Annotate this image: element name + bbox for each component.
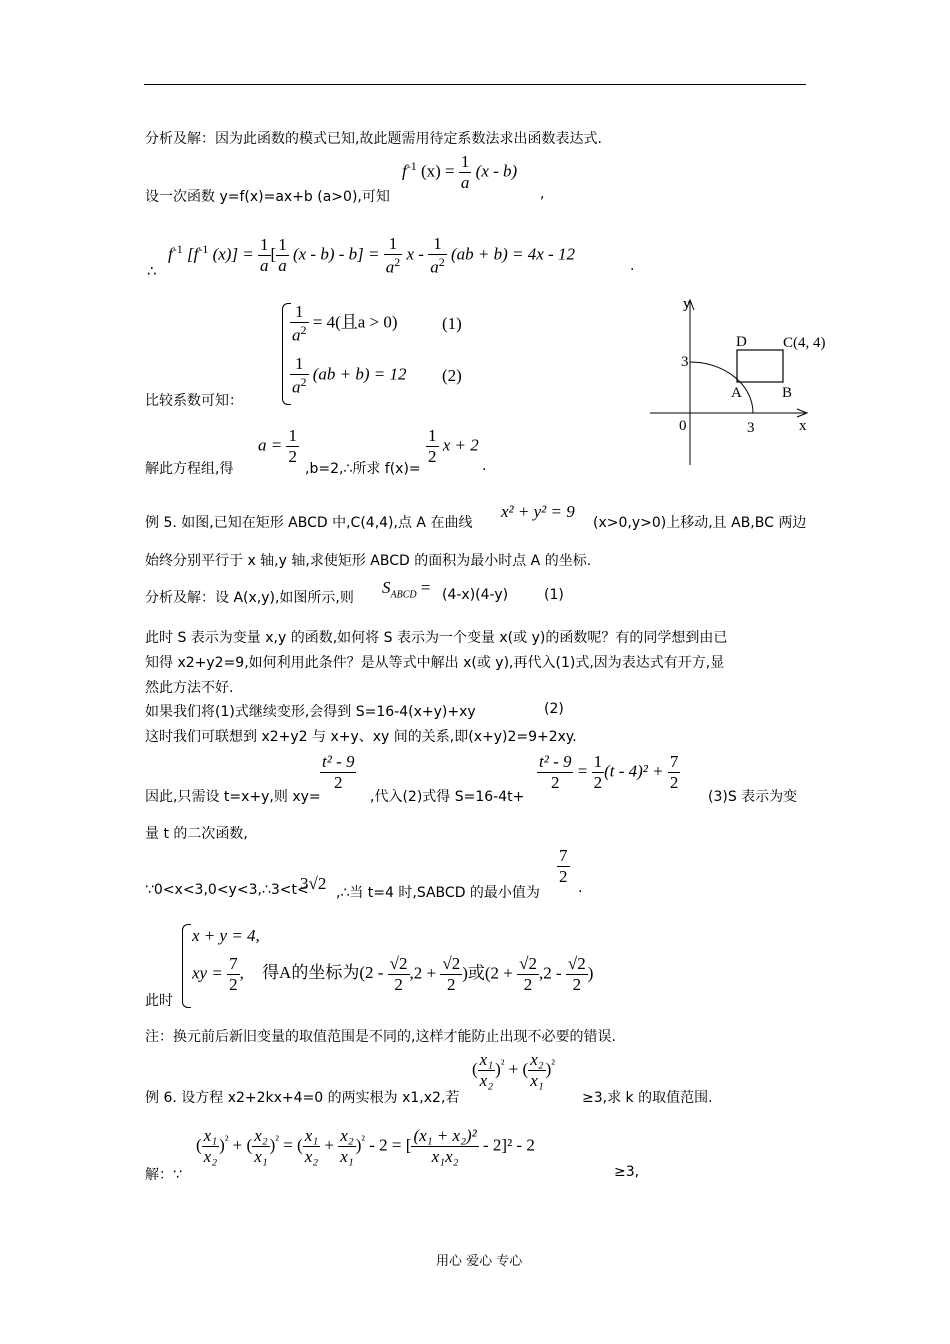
comma-1: , [540,186,545,202]
solve-text-2: ,b=2,∴所求 f(x)= [305,461,421,477]
paragraph-7: 量 t 的二次函数, [145,826,248,842]
therefore-symbol: ∴ [147,262,157,280]
substitution-text: 因此,只需设 t=x+y,则 xy= [145,789,321,805]
period-3: . [578,880,583,896]
analysis-line-1: 分析及解：因为此函数的模式已知,故此题需用待定系数法求出函数表达式. [145,131,602,147]
at-this-time: 此时 [145,993,173,1009]
solution-label: 解：∵ [145,1167,182,1183]
composition-formula: $f^{-1}$ [$f^{-1}$ (x)] = $\frac{1}{a}$ [ $\frac{1}{a}$ (x - b) - b] = $\frac{1}{a^2}$ x - $\frac{1}{a^2}$ (ab + b) = 4x - 12 [168,234,575,277]
example-6: 例 6. 设方程 x2+2kx+4=0 的两实根为 x1,x2,若 [145,1090,460,1106]
area-expression: (4-x)(4-y) [442,587,509,603]
point-a-label: A [731,385,742,401]
solve-text: 解此方程组,得 [145,461,234,477]
quadratic-form: $\frac{\text{t² - 9}}{2}$ = $\frac{1}{2}$ (t - 4)² + $\frac{7}{2}$ [539,752,679,792]
system-eq-1: $\frac{1}{a^2}$ = 4(且a > 0) [292,302,398,345]
example-6-end: ≥3,求 k 的取值范围. [582,1090,713,1106]
range-text-2: ,∴当 t=4 时,SABCD 的最小值为 [336,885,540,901]
solution-end: ≥3, [614,1164,640,1180]
system-3-eq-2: xy = $\frac{7}{2}$ , 得A的坐标为(2 - $\frac{√2}{2}$ ,2 + $\frac{√2}{2}$ )或(2 + $\frac{√2}{2}$ ,2 - $\frac{√2}{2}$ ) [192,954,594,994]
coordinate-graph [645,292,826,472]
paragraph-4: 如果我们将(1)式继续变形,会得到 S=16-4(x+y)+xy [145,704,476,720]
rectangle-abcd [737,350,783,382]
paragraph-3: 然此方法不好. [145,680,234,696]
origin-label: 0 [679,418,687,434]
min-value: $\frac{7}{2}$ [559,846,568,886]
inverse-formula: $f^{-1}$ (x) = $\frac{1}{a}$ (x - b) [402,152,518,192]
paragraph-2: 知得 x2+y2=9,如何利用此条件？是从等式中解出 x(或 y),再代入(1)式,因为表达式有开方,显 [145,655,725,671]
system-eq-2: $\frac{1}{a^2}$ (ab + b) = 12 [292,354,407,397]
ratio-sum: ( $\frac{\text{x₁}}{\text{x₂}}$ )$^{^2}$ + ( $\frac{\text{x₂}}{\text{x₁}}$ )$^{^2}$ [472,1050,555,1090]
x-tick-3: 3 [747,420,755,436]
x-axis-label: x [799,418,807,434]
y-tick-3: 3 [681,354,689,370]
analysis-5: 分析及解：设 A(x,y),如图所示,则 [145,590,354,606]
example-5-line-1: 例 5. 如图,已知在矩形 ABCD 中,C(4,4),点 A 在曲线 [145,515,473,531]
note: 注：换元前后新旧变量的取值范围是不同的,这样才能防止出现不必要的错误. [145,1029,616,1045]
quarter-circle-arc [690,362,753,413]
paragraph-1: 此时 S 表示为变量 x,y 的函数,如何将 S 表示为一个变量 x(或 y)的函数呢？有的同学想到由已 [145,630,728,646]
system-3-eq-1: x + y = 4, [192,926,260,945]
circle-equation: x² + y² = 9 [501,502,575,521]
period-2: . [482,458,487,474]
period-1: . [630,258,635,274]
system-tag-2: (2) [442,366,462,385]
range-text: ∵0<x<3,0<y<3,∴3<t< [145,882,309,898]
system-tag-1: (1) [442,314,462,333]
point-d-label: D [736,334,747,350]
tag-2: (2) [544,701,564,717]
xy-fraction: $\frac{\text{t² - 9}}{2}$ [322,752,355,792]
footer: 用心 爱心 专心 [436,1254,523,1269]
substitution-text-3: (3)S 表示为变 [708,789,798,805]
point-c-label: C(4, 4) [783,335,826,351]
compare-coefficients: 比较系数可知： [145,393,243,409]
area-symbol: $S_{ABCD}$ = [382,578,431,601]
analysis-line-2: 设一次函数 y=f(x)=ax+b (a>0),可知 [145,189,390,205]
example-5-line-2: 始终分别平行于 x 轴,y 轴,求使矩形 ABCD 的面积为最小时点 A 的坐标. [145,553,592,569]
system-brace-2 [182,924,191,1008]
header-rule [144,84,806,85]
three-sqrt2: 3√2 [300,874,327,893]
tag-1: (1) [544,587,564,603]
solution-formula: ( $\frac{\text{x₁}}{\text{x₂}}$ )$^{^2}$ + ( $\frac{\text{x₂}}{\text{x₁}}$ )$^{^2}$ = ( $\frac{\text{x₁}}{\text{x₂}}$ + $\frac{\text{x₂}}{\text{x₁}}$ )$^{^2}$ - 2 = [ $\frac{\text{(x₁ + x₂)²}}{\text{x₁x₂}}$ - 2]² - 2 [196,1126,535,1166]
substitution-text-2: ,代入(2)式得 S=16-4t+ [370,789,525,805]
a-value: a = $\frac{1}{2}$ [258,426,297,466]
paragraph-5: 这时我们可联想到 x2+y2 与 x+y、xy 间的关系,即(x+y)2=9+2xy. [145,729,577,745]
point-b-label: B [782,385,793,401]
example-5-line-1b: (x>0,y>0)上移动,且 AB,BC 两边 [593,515,807,531]
fx-result: $\frac{1}{2}$ x + 2 [428,426,479,466]
y-axis-label: y [683,296,691,312]
